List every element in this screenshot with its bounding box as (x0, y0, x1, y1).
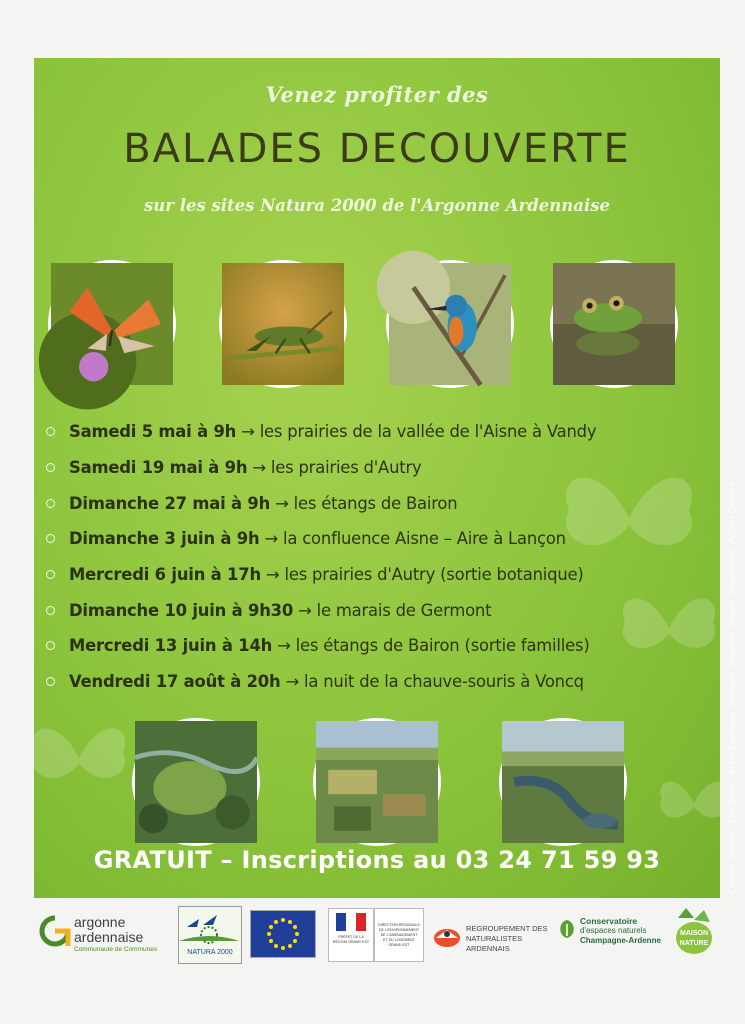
circle-bullet-icon (46, 570, 55, 579)
event-item (46, 592, 726, 628)
event-date: Dimanche 3 juin à 9h (69, 529, 260, 549)
arrow-right-icon: → (298, 600, 312, 620)
event-item (46, 664, 726, 700)
event-place: les étangs de Bairon (sortie familles) (295, 636, 590, 656)
prefet-logo (328, 908, 374, 962)
maison-line2: NATURE (679, 940, 709, 947)
naturalistes-ardennais-logo (432, 912, 550, 958)
circle-bullet-icon (46, 499, 55, 508)
butterfly-photo (48, 260, 176, 388)
grasshopper-icon (222, 263, 344, 385)
aerial-landscape-icon (502, 721, 624, 843)
event-date: Vendredi 17 août à 20h (69, 672, 281, 692)
cen-line3: Champagne-Ardenne (580, 936, 661, 945)
event-date: Dimanche 10 juin à 9h30 (69, 600, 294, 620)
conservatoire-leaf-icon (556, 918, 578, 940)
maison-nature-logo (672, 904, 716, 962)
event-place: les prairies d'Autry (270, 458, 422, 478)
poster-title: BALADES DECOUVERTE (123, 126, 631, 172)
circle-bullet-icon (46, 463, 55, 472)
arrow-right-icon: → (252, 458, 266, 478)
event-place: la nuit de la chauve-souris à Voncq (304, 672, 584, 692)
circle-bullet-icon (46, 641, 55, 650)
registration-info: GRATUIT – Inscriptions au 03 24 71 59 93 (93, 846, 661, 874)
natura-label: NATURA 2000 (187, 949, 233, 956)
arrow-right-icon: → (264, 529, 279, 549)
dreal-text: DIRECTION RÉGIONALE DE L'ENVIRONNEMENT DE L'AMÉNAGEMENT ET DU LOGEMENT GRAND EST (378, 923, 420, 947)
event-item (46, 521, 726, 557)
arrow-right-icon: → (265, 565, 280, 585)
argonne-line1: argonne (74, 914, 126, 930)
circle-bullet-icon (46, 427, 55, 436)
poster-subtitle: sur les sites Natura 2000 de l'Argonne Ardennaise (143, 196, 611, 215)
event-item (46, 557, 726, 593)
butterfly-icon (51, 263, 173, 385)
argonne-logo-icon (40, 916, 70, 948)
rna-line2: NATURALISTES (466, 934, 523, 943)
prefet-text: PRÉFET DE LA RÉGION GRAND EST (332, 935, 370, 944)
frog-photo (550, 260, 678, 388)
natura-birds-icon (179, 907, 239, 947)
natura-2000-logo (178, 906, 242, 964)
eu-stars-icon (251, 911, 315, 957)
butterfly-silhouette-icon (24, 698, 134, 818)
arrow-right-icon: → (285, 672, 300, 692)
poster (34, 58, 738, 898)
photo-credits: Crédits photos : Luc Gizart, Alain Sauvage, François Cuvelier, Johann Coussinard, Action Drones (728, 482, 738, 894)
event-place: le marais de Germont (316, 600, 492, 620)
cen-line1: Conservatoire (580, 916, 638, 926)
kingfisher-photo (386, 260, 514, 388)
events-list (46, 414, 726, 700)
frog-icon (553, 263, 675, 385)
aerial-photo-fields (313, 718, 441, 846)
event-date: Dimanche 27 mai à 9h (69, 493, 271, 513)
argonne-line2: ardennaise (74, 929, 144, 945)
event-date: Samedi 5 mai à 9h (69, 422, 237, 442)
aerial-photo-meadow (132, 718, 260, 846)
maison-line1: MAISON (680, 930, 708, 937)
event-item (46, 628, 726, 664)
arrow-right-icon: → (275, 493, 289, 513)
event-place: la confluence Aisne – Aire à Lançon (283, 529, 566, 549)
butterfly-silhouette-icon (654, 758, 734, 848)
circle-bullet-icon (46, 606, 55, 615)
event-item (46, 485, 726, 521)
conservatoire-logo (556, 912, 668, 958)
arrow-right-icon: → (241, 422, 255, 442)
rna-badger-icon (432, 920, 462, 950)
event-place: les prairies de la vallée de l'Aisne à Vandy (259, 422, 597, 442)
intro-text: Venez profiter des (265, 82, 489, 107)
circle-bullet-icon (46, 677, 55, 686)
rna-line3: ARDENNAIS (466, 944, 510, 953)
kingfisher-icon (389, 263, 511, 385)
rna-line1: REGROUPEMENT DES (466, 924, 548, 933)
event-date: Samedi 19 mai à 9h (69, 458, 248, 478)
eu-flag-logo (250, 910, 316, 958)
partner-logos (0, 900, 745, 970)
arrow-right-icon: → (277, 636, 291, 656)
event-place: les prairies d'Autry (sortie botanique) (284, 565, 584, 585)
aerial-landscape-icon (316, 721, 438, 843)
marianne-flag-icon (336, 913, 366, 931)
dreal-logo (374, 908, 424, 962)
event-date: Mercredi 6 juin à 17h (69, 565, 261, 585)
event-item (46, 450, 726, 486)
circle-bullet-icon (46, 534, 55, 543)
argonne-ardennaise-logo (40, 912, 180, 962)
aerial-landscape-icon (135, 721, 257, 843)
event-item (46, 414, 726, 450)
aerial-photo-river (499, 718, 627, 846)
cen-line2: d'espaces naturels (580, 926, 647, 935)
grasshopper-photo (219, 260, 347, 388)
argonne-line3: Communauté de Communes (74, 946, 158, 953)
event-place: les étangs de Bairon (293, 493, 458, 513)
event-date: Mercredi 13 juin à 14h (69, 636, 273, 656)
